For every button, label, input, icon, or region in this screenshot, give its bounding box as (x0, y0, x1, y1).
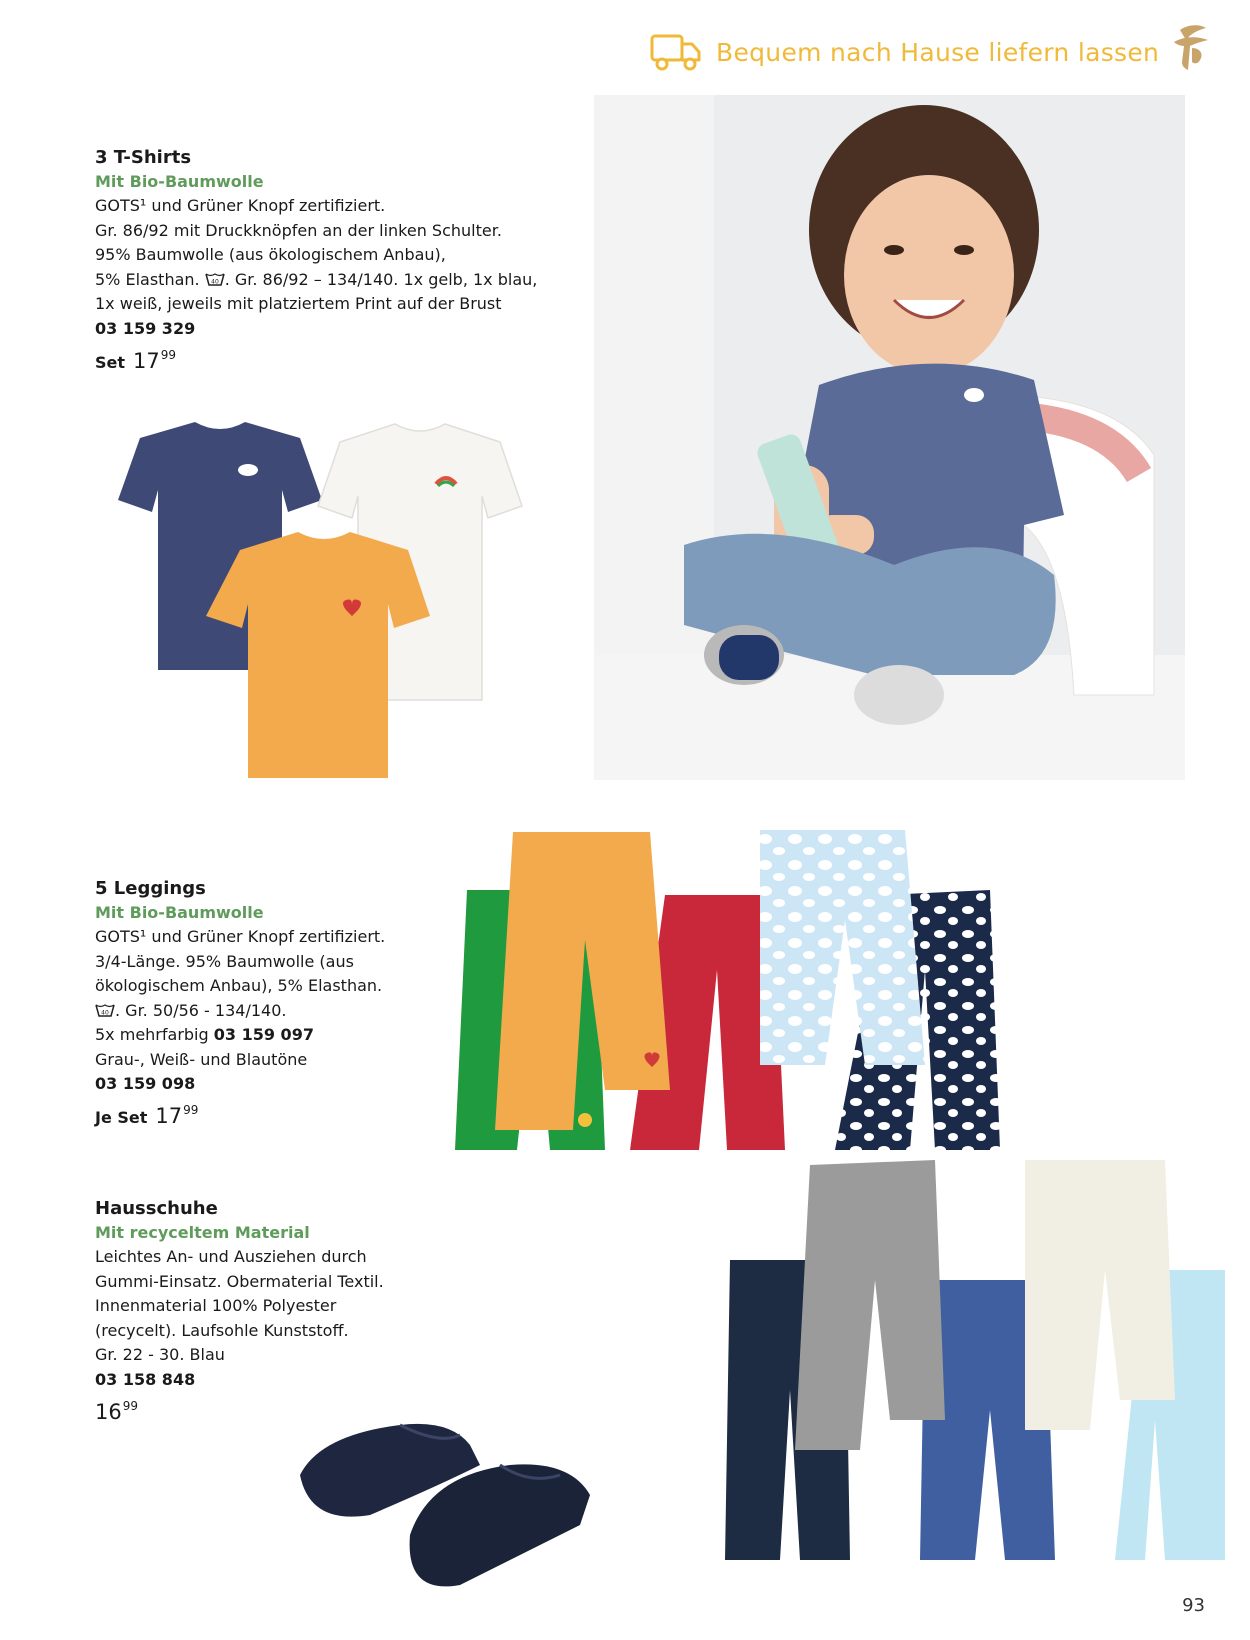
slippers-line-1: Leichtes An- und Ausziehen durch (95, 1247, 367, 1266)
slippers-article-number: 03 158 848 (95, 1369, 196, 1389)
tshirts-line-4 (95, 268, 565, 293)
tshirts-price-cents: 99 (160, 347, 177, 362)
svg-text:40: 40 (210, 278, 219, 285)
tshirts-article-number: 03 159 329 (95, 318, 196, 338)
wash-40-icon (205, 272, 225, 286)
delivery-text: Bequem nach Hause liefern lassen (716, 37, 1160, 67)
svg-text:40: 40 (101, 1009, 109, 1016)
tshirts-line-4-pre: 5% Elasthan. (95, 269, 200, 289)
leggings-line-1: GOTS¹ und Grüner Knopf zertifiziert. (95, 927, 386, 946)
slippers-image (290, 1405, 590, 1605)
leggings-title: 5 Leggings (95, 878, 206, 899)
leggings-price-label: Je Set (95, 1108, 148, 1127)
tshirts-image (100, 420, 540, 790)
page-number: 93 (1182, 1595, 1205, 1616)
tshirts-line-3: 95% Baumwolle (aus ökologischem Anbau), (95, 245, 446, 264)
tshirts-price-label: Set (95, 352, 126, 372)
slippers-description (95, 1197, 565, 1424)
tshirts-title: 3 T-Shirts (95, 147, 192, 168)
tshirts-description (95, 146, 565, 373)
leggings-line-5-pre: 5x mehrfarbig (95, 1025, 209, 1044)
leggings-line-6: Grau-, Weiß- und Blautöne (95, 1049, 308, 1069)
truck-icon (650, 30, 702, 74)
delivery-banner[interactable] (650, 22, 1230, 82)
solid-leggings-image (725, 1160, 1225, 1580)
tshirts-line-1: GOTS¹ und Grüner Knopf zertifiziert. (95, 196, 386, 215)
leggings-line-4-text: . Gr. 50/56 - 134/140. (115, 1000, 287, 1020)
slippers-line-3: Innenmaterial 100% Polyester (95, 1296, 337, 1315)
slippers-line-2: Gummi-Einsatz. Obermaterial Textil. (95, 1271, 384, 1291)
tchibo-logo (1170, 22, 1210, 74)
slippers-line-4: (recycelt). Laufsohle Kunststoff. (95, 1320, 349, 1340)
tshirts-subtitle: Mit Bio-Baumwolle (95, 172, 264, 191)
leggings-article-number: 03 159 098 (95, 1074, 196, 1093)
girl-photo (594, 95, 1185, 780)
leggings-line-2: 3/4-Länge. 95% Baumwolle (aus (95, 951, 354, 971)
slippers-line-5: Gr. 22 - 30. Blau (95, 1345, 225, 1364)
tshirts-price (95, 349, 565, 373)
tshirts-line-4-post: . Gr. 86/92 – 134/140. 1x gelb, 1x blau, (224, 269, 538, 289)
slippers-title: Hausschuhe (95, 1198, 218, 1219)
slippers-price-main: 16 (95, 1399, 122, 1424)
slippers-price-cents: 99 (122, 1398, 139, 1413)
colorful-leggings-image (455, 830, 1025, 1170)
slippers-subtitle: Mit recyceltem Material (95, 1223, 310, 1242)
leggings-article-number-multicolor: 03 159 097 (213, 1025, 314, 1044)
tshirts-price-main: 17 (133, 348, 160, 373)
wash-40-icon (95, 1003, 115, 1017)
tshirts-line-2: Gr. 86/92 mit Druckknöpfen an der linken Schulter. (95, 220, 502, 240)
leggings-subtitle: Mit Bio-Baumwolle (95, 903, 264, 922)
leggings-line-3: ökologischem Anbau), 5% Elasthan. (95, 976, 383, 995)
leggings-price-cents: 99 (183, 1103, 199, 1117)
leggings-price-main: 17 (155, 1104, 183, 1128)
tshirts-line-5: 1x weiß, jeweils mit platziertem Print auf der Brust (95, 294, 502, 313)
